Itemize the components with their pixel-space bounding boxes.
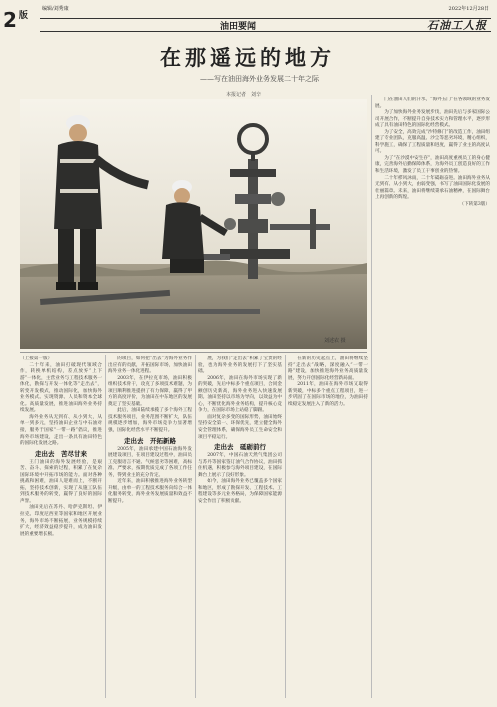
paragraph: 2006年，油田在海外市场实现了新的突破，先后中标多个重点项目，合同金额创历史新高，海外业务进入快速发展期。油田坚持以市场为导向，以效益为中心，不断优化海外业务结构，提升核心竞争力，在国际市场上站稳了脚跟。 (198, 375, 282, 414)
paragraph: 2007年，中国石油天然气集团公司与苏丹等国家签订油气合作协议，油田抓住机遇，积极参与海外项目建设，在国际舞台上展示了良好形象。 (198, 453, 282, 478)
text-column-1 (20, 356, 102, 699)
paragraph: 面对复杂多变的国际形势，油田始终坚持安全第一、环保优先，建立健全海外安全管理体系，确保海外员工生命安全和项目平稳运行。 (198, 414, 282, 440)
paragraph: 为了安全，高效完成“沙特修门”的改造工作，油田组建了专业团队，克服高温、沙尘等恶劣环境，精心组织，科学施工，确保了工程质量和进度，赢得了业主的高度认可。 (375, 129, 490, 155)
paragraph: 展，为我们“走出去”积累了宝贵的经验，也为海外业务的发展打下了坚实基础。 (198, 356, 282, 375)
paragraph: 2003年，在伊拉克市场，油田积极组织技术骨干，攻克了多项技术难题，为项目顺利推进提供了有力保障，赢得了甲方的高度评价，为油田在中东地区的发展奠定了坚实基础。 (108, 375, 192, 407)
paragraph: 的项目，如何把“出去”为海外业务作出应有的贡献，开拓国际市场，加快油田海外业务一体化进程。 (108, 356, 192, 375)
text-column-5 (375, 97, 490, 699)
continuation-note: （下转第3版） (459, 201, 490, 207)
section-subhead: 走出去 砥砺前行 (214, 443, 266, 452)
oilfield-wellhead-photo (20, 99, 367, 349)
issue-date: 2022年12月28日 (448, 6, 489, 12)
article-byline: 本报记者 刘辛 (226, 92, 262, 98)
column-divider (285, 355, 286, 698)
paragraph: 为了加快海外业务发展步伐，油田先后与多家国际公司开展合作，不断提升自身技术实力和管理水平，逐步形成了具有油田特色的国际化经营模式。 (375, 110, 490, 129)
column-divider (105, 355, 106, 698)
paragraph: 在新的历史起点上，油田将继续坚持“走出去”战略，深度融入“一带一路”建设，加快推进海外业务高质量发展，努力开创国际化经营新局面。 (288, 356, 368, 381)
paragraph: 海外业务从无到有、从小到大，从单一到多元，坚持油田企业与中石油对接，服务于国家“一带一路”倡议，推进海外市场建设，走出一条具有油田特色的国际化发展之路。 (20, 414, 102, 447)
paragraph: 油田先后在苏丹、哈萨克斯坦、伊拉克、印度尼西亚等国家和地区开展业务，海外市场不断拓展，业务规模持续扩大，经济效益稳步提升，成为油田发展的重要增长极。 (20, 505, 102, 537)
paragraph: 近年来，油田积极推进海外业务转型升级，由单一的工程技术服务向综合一体化服务转变，海外业务发展质量和效益不断提升。 (108, 479, 192, 504)
paragraph: 如今，油田海外业务已覆盖多个国家和地区，形成了勘探开发、工程技术、工程建设等多元业务格局，为保障国家能源安全作出了积极贡献。 (198, 479, 282, 504)
paragraph: 此后，油田陆续承揽了多个海外工程技术服务项目，业务范围不断扩大，队伍规模逐步增加，海外市场竞争力显著增强，国际化经营水平不断提升。 (108, 408, 192, 434)
article-subtitle: ——写在油田海外业务发展二十年之际 (200, 75, 319, 83)
section-subhead: 走出去 开拓新路 (124, 436, 176, 445)
page-number-value: 2 (3, 8, 17, 32)
column-divider (371, 95, 372, 698)
paragraph: 为了“在沙漠中安生存”，油田高度重视员工的身心健康，完善海外后勤保障体系，为海外员工创造良好的工作和生活环境，激发了员工干事创业的热情。 (375, 155, 490, 175)
continuation-note: （上接第一版） (20, 356, 53, 361)
page-suffix: 版 (18, 11, 28, 21)
text-column-4 (288, 356, 368, 699)
paragraph: 王门油田的海外发展经验，是艰苦、奋斗、探索的过程，积累了在复杂国际环境中开拓市场的能力。面对各种挑战和困难，油田人迎难而上，不断开拓，坚持技术创新，实现了从施工队伍到技术服务的转变，赢得了良好的国际声誉。 (20, 459, 102, 504)
paragraph: 二十年栉风沐雨，二十年砥砺奋进。油田海外业务从无到有、从小到大，由弱变强，书写了油田国际化发展的壮丽篇章。未来，油田将继续秉承石油精神，在国际舞台上再创新的辉煌。 (375, 175, 490, 201)
paragraph: 二十年来，油田打破现代领域合作，转换单机结构，差点放弃“上下游”一体化，主营业务与工程技术服务一体化，勘探与开发一体化等“走出去”，转变开发模式，推动国际化，加快海外业务模式。实现资源、人员和资本全球化。高质量发展，推进油田海外业务持续发展。 (20, 362, 102, 414)
article-title: 在那遥远的地方 (160, 46, 335, 70)
text-column-2 (108, 356, 192, 699)
photo-divider (20, 352, 367, 353)
section-subhead: 走出去 苦尽甘来 (35, 449, 87, 458)
photo-credit: 刘述农 摄 (324, 338, 346, 344)
paragraph: 2011年，油田在海外市场又取得新突破，中标多个重点工程项目，进一步巩固了在国际市场的地位，为油田持续稳定发展注入了新的活力。 (288, 382, 368, 407)
header-rule (40, 18, 491, 32)
article-photo (20, 99, 367, 349)
paragraph: 2005年，油田承建中国石油海外发展建设项目，在项目建设过程中，油田员工克服语言不通、气候恶劣等困难，高标准、严要求，按期优质完成了各项工作任务，得到业主的充分肯定。 (108, 446, 192, 478)
text-column-3 (198, 356, 282, 699)
newspaper-logo: 石油工人报 (427, 19, 487, 32)
paragraph: 门在油田人们的汗水，“海外五门”在各领域的业务发展。 (375, 97, 490, 109)
column-divider (195, 355, 196, 698)
section-name: 油田要闻 (220, 22, 257, 32)
page-header (0, 0, 497, 36)
page-number (3, 8, 28, 32)
editor-info: 编辑/刘秀康 (42, 6, 69, 12)
